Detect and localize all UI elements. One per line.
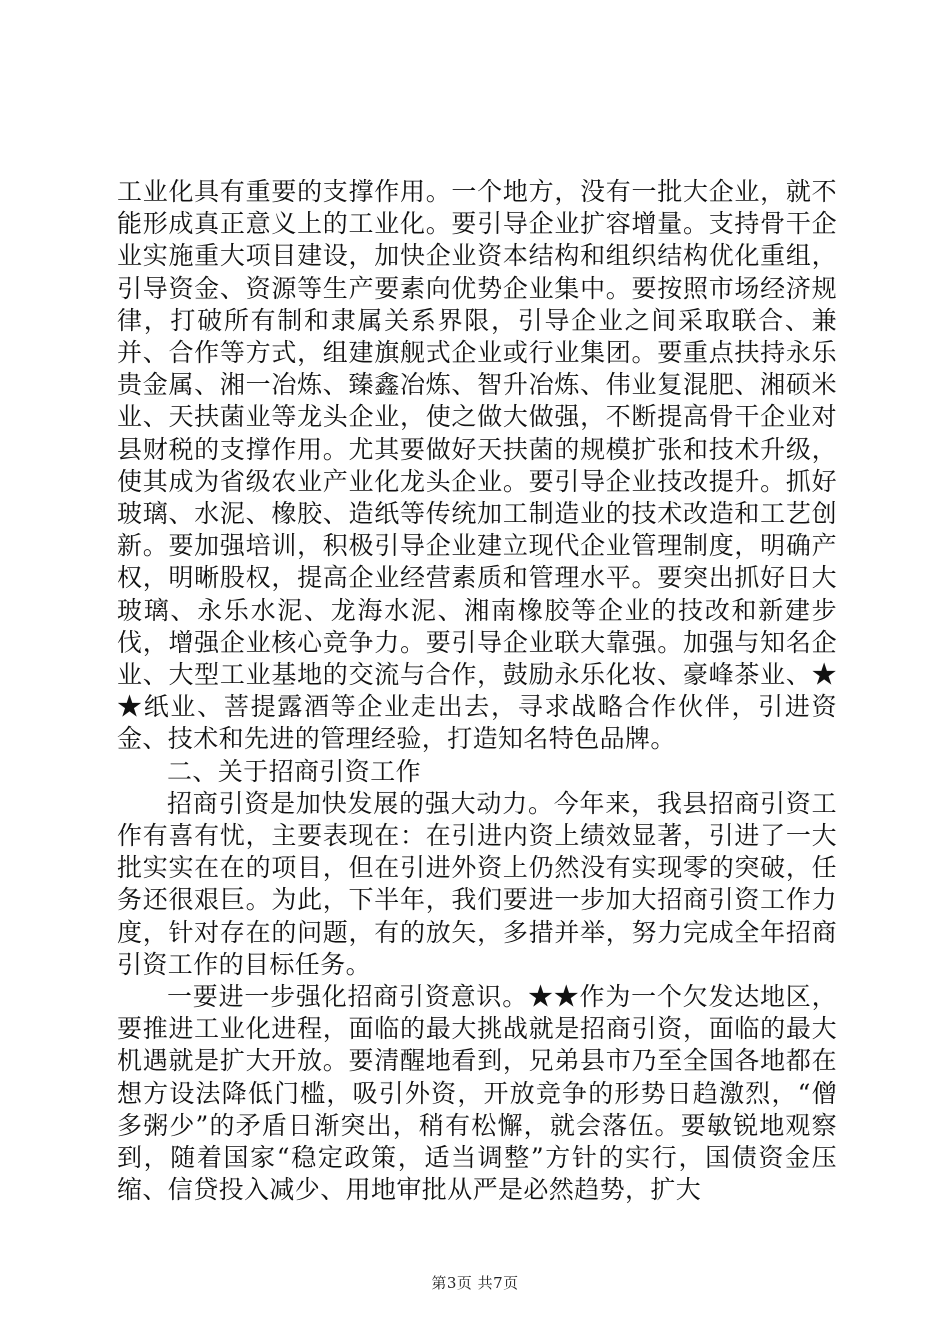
paragraph-enterprise-growth: 工业化具有重要的支撑作用。一个地方，没有一批大企业，就不能形成真正意义上的工业化。要引导企业扩容增量。支持骨干企业实施重大项目建设，加快企业资本结构和组织结构优化重组，引导资金、资源等生产要素向优势企业集中。要按照市场经济规律，打破所有制和隶属关系界限，引导企业之间采取联合、兼并、合作等方式，组建旗舰式企业或行业集团。要重点扶持永乐贵金属、湘一冶炼、臻鑫冶炼、智升冶炼、伟业复混肥、湘硕米业、天扶菌业等龙头企业，使之做大做强，不断提高骨干企业对县财税的支撑作用。尤其要做好天扶菌的规模扩张和技术升级，使其成为省级农业产业化龙头企业。要引导企业技改提升。抓好玻璃、水泥、橡胶、造纸等传统加工制造业的技术改造和工艺创新。要加强培训，积极引导企业建立现代企业管理制度，明确产权，明晰股权，提高企业经营素质和管理水平。要突出抓好日大玻璃、永乐水泥、龙海水泥、湘南橡胶等企业的技改和新建步伐，增强企业核心竞争力。要引导企业联大靠强。加强与知名企业、大型工业基地的交流与合作，鼓励永乐化妆、豪峰茶业、★★纸业、菩提露酒等企业走出去，寻求战略合作伙伴，引进资金、技术和先进的管理经验，打造知名特色品牌。 <box>117 177 837 754</box>
paragraph-investment-awareness: 一要进一步强化招商引资意识。★★作为一个欠发达地区，要推进工业化进程，面临的最大挑战就是招商引资，面临的最大机遇就是扩大开放。要清醒地看到，兄弟县市乃至全国各地都在想方设法降低门槛，吸引外资，开放竞争的形势日趋激烈，“僧多粥少”的矛盾日渐突出，稍有松懈，就会落伍。要敏锐地观察到，随着国家“稳定政策，适当调整”方针的实行，国债资金压缩、信贷投入减少、用地审批从严是必然趋势，扩大 <box>117 982 837 1205</box>
page-footer: 第3页 共7页 <box>431 1274 519 1292</box>
document-body <box>117 176 837 1207</box>
section-heading-investment: 二、关于招商引资工作 <box>167 756 422 786</box>
paragraph-investment-overview: 招商引资是加快发展的强大动力。今年来，我县招商引资工作有喜有忧，主要表现在：在引进内资上绩效显著，引进了一大批实实在在的项目，但在引进外资上仍然没有实现零的突破，任务还很艰巨。为此，下半年，我们要进一步加大招商引资工作力度，针对存在的问题，有的放矢，多措并举，努力完成全年招商引资工作的目标任务。 <box>117 788 837 979</box>
